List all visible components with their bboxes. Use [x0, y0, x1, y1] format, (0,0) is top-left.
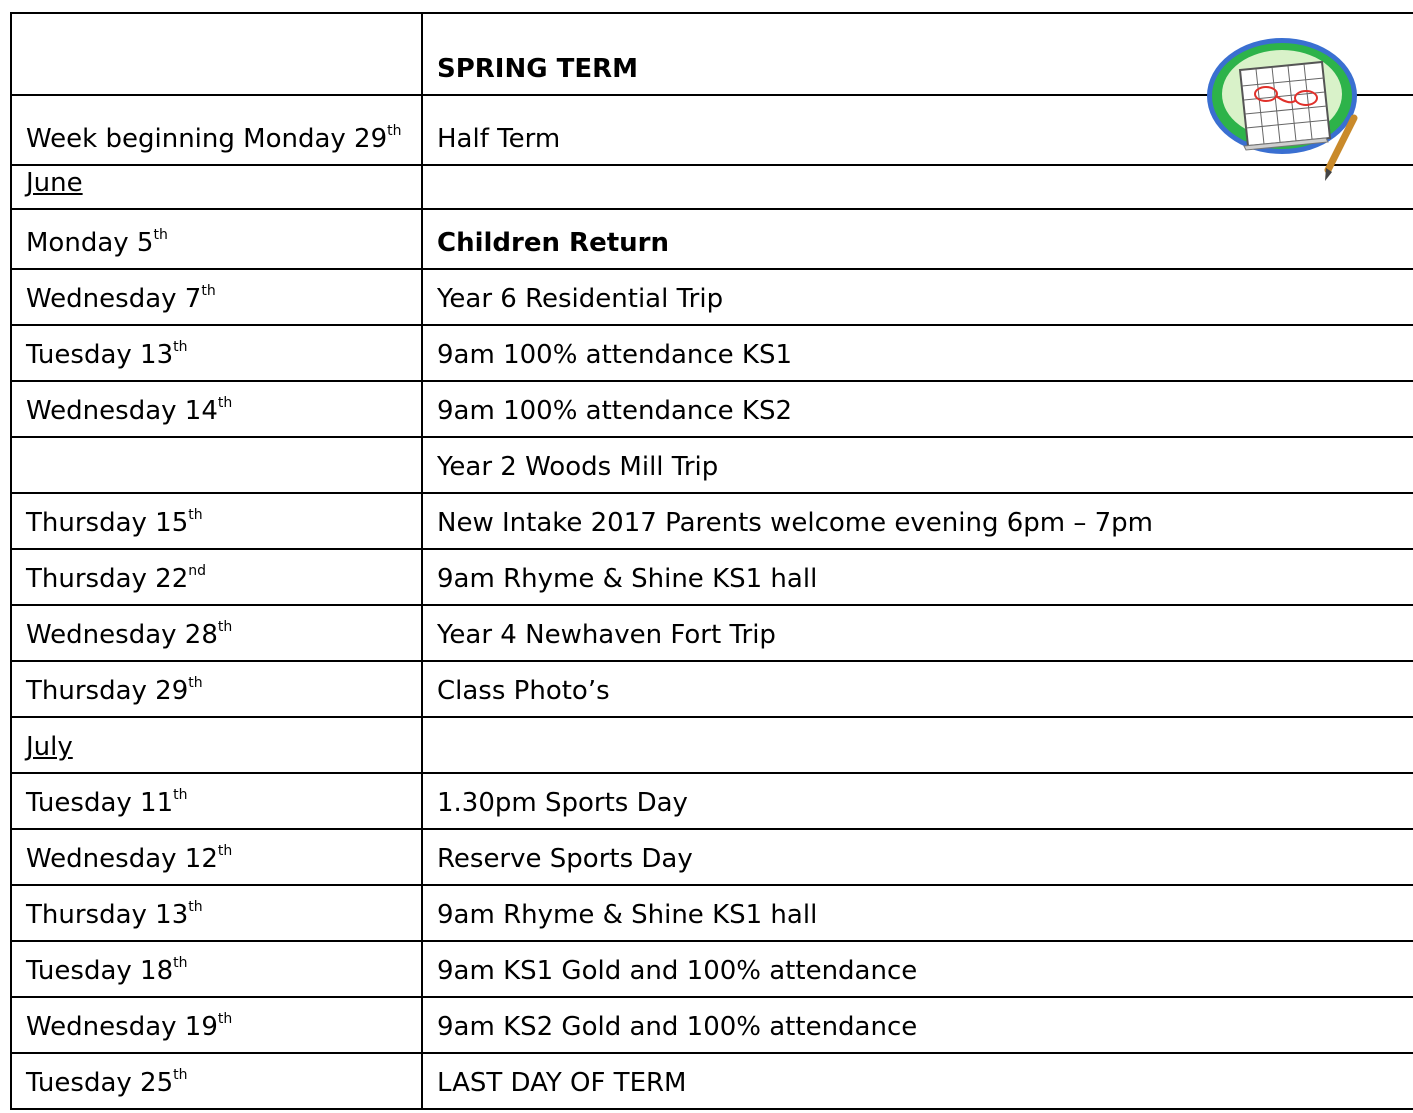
date-cell — [11, 661, 422, 717]
date-cell — [11, 269, 422, 325]
date-text — [26, 507, 203, 548]
event-cell — [422, 325, 1413, 381]
table-row — [11, 549, 1413, 605]
date-label: Thursday 22 — [26, 564, 189, 594]
table-row — [11, 997, 1413, 1053]
event-cell — [422, 717, 1413, 773]
event-cell — [422, 997, 1413, 1053]
event-cell — [422, 941, 1413, 997]
date-cell — [11, 325, 422, 381]
table-row — [11, 885, 1413, 941]
date-text — [26, 899, 203, 940]
date-cell — [11, 95, 422, 165]
date-label: Wednesday 28 — [26, 620, 218, 650]
table-row — [11, 605, 1413, 661]
date-ordinal-suffix: th — [188, 507, 203, 523]
date-text — [26, 395, 233, 436]
event-label: 9am Rhyme & Shine KS1 hall — [437, 564, 818, 594]
date-label: Thursday 29 — [26, 676, 189, 706]
date-cell — [11, 437, 422, 493]
event-label: 9am 100% attendance KS2 — [437, 396, 793, 426]
date-ordinal-suffix: th — [188, 675, 203, 691]
event-cell — [422, 269, 1413, 325]
date-label: Tuesday 18 — [26, 956, 174, 986]
event-label: Children Return — [437, 228, 669, 258]
date-text — [26, 283, 216, 324]
event-cell — [422, 209, 1413, 269]
event-label: 9am Rhyme & Shine KS1 hall — [437, 900, 818, 930]
table-row — [11, 829, 1413, 885]
date-cell — [11, 829, 422, 885]
table-row — [11, 209, 1413, 269]
date-cell — [11, 381, 422, 437]
table-row — [11, 661, 1413, 717]
date-cell — [11, 773, 422, 829]
date-label: Wednesday 14 — [26, 396, 218, 426]
date-ordinal-suffix: th — [217, 843, 233, 859]
table-row — [11, 381, 1413, 437]
event-cell — [422, 549, 1413, 605]
date-label: Tuesday 25 — [26, 1068, 174, 1098]
date-ordinal-suffix: th — [217, 1011, 233, 1027]
month-label: June — [26, 168, 83, 198]
date-text — [26, 1067, 188, 1108]
date-ordinal-suffix: th — [153, 227, 168, 243]
event-label: LAST DAY OF TERM — [437, 1068, 687, 1098]
date-text — [26, 123, 402, 164]
date-cell — [11, 885, 422, 941]
date-label: Thursday 15 — [26, 508, 189, 538]
date-ordinal-suffix: th — [173, 1067, 188, 1083]
event-label: 9am KS2 Gold and 100% attendance — [437, 1012, 918, 1042]
event-cell — [422, 493, 1413, 549]
date-ordinal-suffix: th — [173, 955, 188, 971]
date-cell — [11, 549, 422, 605]
event-cell — [422, 773, 1413, 829]
table-row — [11, 773, 1413, 829]
date-ordinal-suffix: th — [173, 339, 188, 355]
event-cell — [422, 437, 1413, 493]
event-label: 9am KS1 Gold and 100% attendance — [437, 956, 918, 986]
month-row — [11, 165, 1413, 209]
date-label: Monday 5 — [26, 228, 154, 258]
event-label: Year 6 Residential Trip — [437, 284, 724, 314]
date-cell — [11, 941, 422, 997]
event-label: Reserve Sports Day — [437, 844, 693, 874]
event-cell — [422, 885, 1413, 941]
event-cell — [422, 829, 1413, 885]
date-cell — [11, 997, 422, 1053]
date-text — [26, 787, 188, 828]
header-blank-cell — [11, 13, 422, 95]
table-row — [11, 437, 1413, 493]
event-cell — [422, 661, 1413, 717]
table-row — [11, 493, 1413, 549]
term-dates-table — [10, 12, 1413, 1110]
header-row — [11, 13, 1413, 95]
event-label: Half Term — [437, 124, 561, 154]
date-text — [26, 1011, 233, 1052]
date-ordinal-suffix: th — [201, 283, 216, 299]
date-cell — [11, 717, 422, 773]
event-cell — [422, 1053, 1413, 1109]
table-row — [11, 269, 1413, 325]
event-label: Year 4 Newhaven Fort Trip — [437, 620, 776, 650]
event-label: New Intake 2017 Parents welcome evening 6pm – 7pm — [437, 508, 1153, 538]
date-text — [26, 843, 233, 884]
event-cell — [422, 381, 1413, 437]
date-text — [26, 339, 188, 380]
date-ordinal-suffix: th — [387, 123, 402, 139]
month-label: July — [26, 732, 73, 762]
date-text — [26, 563, 207, 604]
date-label: Wednesday 12 — [26, 844, 218, 874]
event-label: 1.30pm Sports Day — [437, 788, 688, 818]
date-label: Tuesday 13 — [26, 340, 174, 370]
date-label: Week beginning Monday 29 — [26, 124, 388, 154]
date-text — [26, 675, 203, 716]
event-cell — [422, 605, 1413, 661]
table-row — [11, 325, 1413, 381]
table-row — [11, 941, 1413, 997]
event-label: 9am 100% attendance KS1 — [437, 340, 793, 370]
date-ordinal-suffix: th — [217, 395, 233, 411]
event-label: Year 2 Woods Mill Trip — [437, 452, 719, 482]
date-cell — [11, 165, 422, 209]
date-label: Thursday 13 — [26, 900, 189, 930]
date-label: Wednesday 19 — [26, 1012, 218, 1042]
table-row — [11, 1053, 1413, 1109]
date-ordinal-suffix: nd — [188, 563, 207, 579]
calendar-icon — [1204, 34, 1364, 184]
term-title: SPRING TERM — [437, 54, 639, 84]
table-row — [11, 95, 1413, 165]
date-text — [26, 955, 188, 996]
event-label: Class Photo’s — [437, 676, 610, 706]
month-row — [11, 717, 1413, 773]
term-dates-body — [11, 13, 1413, 1109]
date-cell — [11, 493, 422, 549]
date-ordinal-suffix: th — [173, 787, 188, 803]
date-cell — [11, 1053, 422, 1109]
date-label: Wednesday 7 — [26, 284, 202, 314]
date-ordinal-suffix: th — [217, 619, 233, 635]
date-text — [26, 619, 233, 660]
date-label: Tuesday 11 — [26, 788, 174, 818]
date-text — [26, 227, 168, 268]
date-cell — [11, 605, 422, 661]
date-ordinal-suffix: th — [188, 899, 203, 915]
date-cell — [11, 209, 422, 269]
